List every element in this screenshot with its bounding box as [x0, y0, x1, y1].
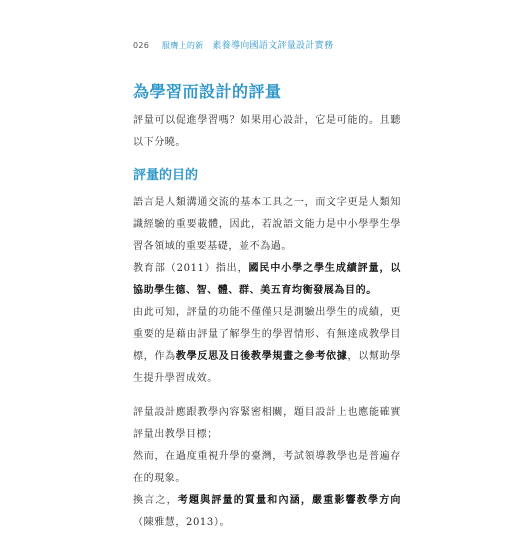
section-heading: 為學習而設計的評量 — [133, 82, 282, 101]
running-header — [133, 38, 333, 51]
subsection-heading: 評量的目的 — [133, 168, 199, 183]
series-title: 服膺上的新 — [162, 41, 204, 50]
paragraph-5: 然而，在過度重視升學的臺灣，考試領導教學也是普遍存在的現象。 — [133, 451, 401, 484]
intro-paragraph: 評量可以促進學習嗎？如果用心設計，它是可能的。且聽以下分曉。 — [133, 115, 401, 148]
paragraph-gap — [133, 390, 401, 402]
page-content — [133, 80, 401, 534]
book-title: 素養導向國語文評量設計實務 — [212, 41, 334, 51]
paragraph-6-emphasis: 考題與評量的質量和內涵，嚴重影響教學方向 — [177, 495, 401, 506]
paragraph-2-text: 教育部（2011）指出， — [133, 263, 249, 274]
paragraph-3-text: 由此可知，評量的功能不僅僅只是測驗出學生的成績，更重要的是藉由評量了解學生的學習情形、有無達成教學目標，作為 — [133, 307, 401, 362]
paragraph-6 — [133, 490, 401, 534]
paragraph-2-emphasis: 國民中小學之學生成績評量，以協助學生德、智、體、群、美五育均衡發展為目的。 — [133, 263, 401, 296]
paragraph-3-tail: ，以幫助學生提升學習成效。 — [133, 351, 401, 384]
paragraph-4: 評量設計應跟教學內容緊密相關，題目設計上也應能確實評量出教學目標； — [133, 407, 401, 440]
paragraph-3-emphasis: 教學反思及日後教學規畫之參考依據 — [175, 351, 348, 362]
paragraph-2 — [133, 258, 401, 302]
paragraph-1: 語言是人類溝通交流的基本工具之一，而文字更是人類知識經驗的重要載體，因此，若說語文能力是中小學學生學習各領域的重要基礎，並不為過。 — [133, 197, 401, 252]
paragraph-6-citation: （陳雅慧，2013）。 — [133, 517, 231, 528]
page-number: 026 — [133, 41, 150, 50]
paragraph-3 — [133, 302, 401, 390]
paragraph-6-text: 換言之， — [133, 495, 178, 506]
